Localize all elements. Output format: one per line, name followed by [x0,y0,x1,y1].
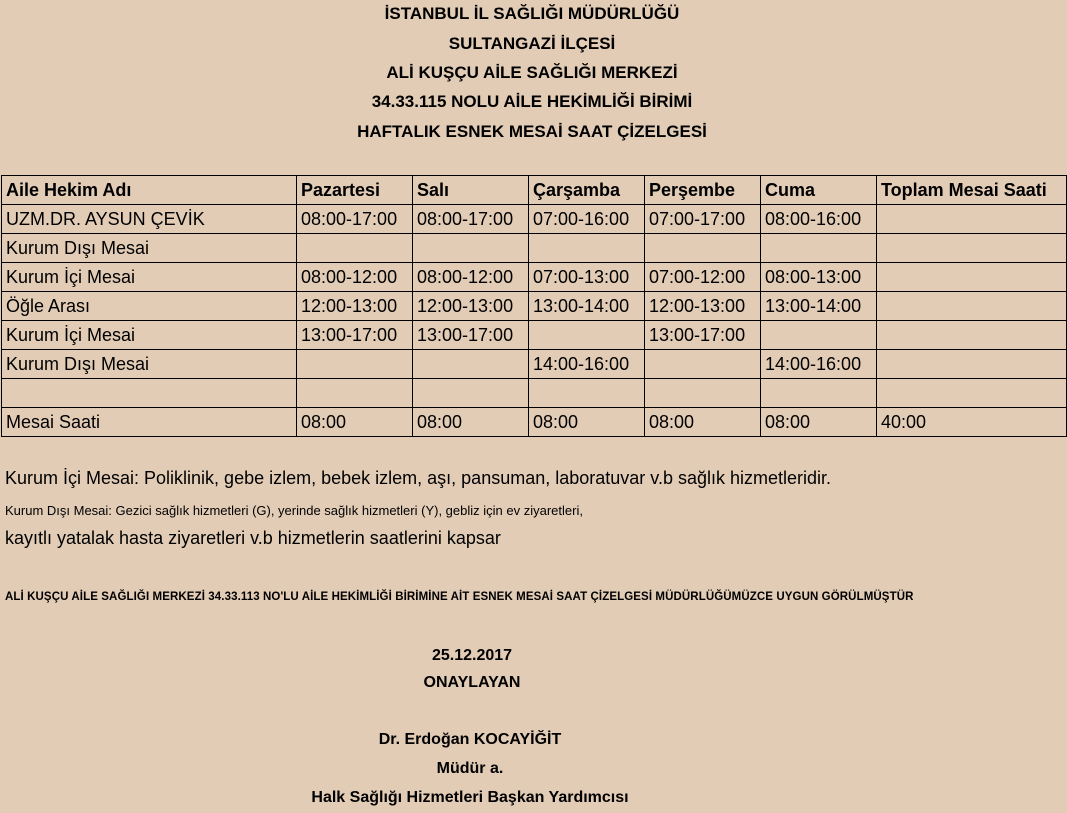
table-row [2,321,1067,350]
table-cell: 08:00-17:00 [297,205,413,234]
column-header: Aile Hekim Adı [2,176,297,205]
table-cell: 13:00-17:00 [297,321,413,350]
table-cell: Öğle Arası [2,292,297,321]
table-cell [645,350,761,379]
table-cell: 07:00-16:00 [529,205,645,234]
table-cell: 08:00-17:00 [413,205,529,234]
table-cell: 13:00-17:00 [413,321,529,350]
table-cell: 07:00-12:00 [645,263,761,292]
table-cell [297,234,413,263]
note-external-duty: Kurum Dışı Mesai: Gezici sağlık hizmetleri (G), yerinde sağlık hizmetleri (Y), gebliz için ev ziyaretleri, [5,503,583,518]
table-cell [877,379,1067,408]
table-cell [413,234,529,263]
table-cell: 13:00-14:00 [529,292,645,321]
table-cell: 12:00-13:00 [645,292,761,321]
table-cell [877,321,1067,350]
table-cell: 07:00-17:00 [645,205,761,234]
table-row [2,205,1067,234]
table-cell [877,263,1067,292]
header-unit: 34.33.115 NOLU AİLE HEKİMLİĞİ BİRİMİ [371,92,693,111]
table-header-row [2,176,1067,205]
column-header: Çarşamba [529,176,645,205]
table-cell [413,379,529,408]
table-cell [877,350,1067,379]
approver-label: ONAYLAYAN [423,674,521,691]
table-cell [761,379,877,408]
table-cell: 08:00-16:00 [761,205,877,234]
table-cell [645,379,761,408]
table-cell: 08:00 [297,408,413,437]
table-cell [297,350,413,379]
table-cell [761,234,877,263]
table-cell: 08:00-12:00 [413,263,529,292]
table-row [2,379,1067,408]
table-cell: 14:00-16:00 [529,350,645,379]
table-cell [413,350,529,379]
table-cell: Kurum Dışı Mesai [2,234,297,263]
table-cell: 14:00-16:00 [761,350,877,379]
column-header: Salı [413,176,529,205]
page-title: HAFTALIK ESNEK MESAİ SAAT ÇİZELGESİ [357,122,707,141]
table-cell [529,379,645,408]
table-cell: 07:00-13:00 [529,263,645,292]
table-cell [529,234,645,263]
approval-statement: ALİ KUŞÇU AİLE SAĞLIĞI MERKEZİ 34.33.113 NO'LU AİLE HEKİMLİĞİ BİRİMİNE AİT ESNEK MESAİ SAAT ÇİZELGESİ MÜDÜRLÜĞÜMÜZCE UYGUN GÖRÜLMÜŞTÜR [5,591,914,603]
table-cell [877,234,1067,263]
approver-role: Müdür a. [436,760,504,777]
note-external-duty-continued: kayıtlı yatalak hasta ziyaretleri v.b hizmetlerin saatlerini kapsar [5,528,501,548]
column-header: Toplam Mesai Saati [877,176,1067,205]
table-cell: 08:00-12:00 [297,263,413,292]
table-row-total [2,408,1067,437]
table-cell: 08:00 [413,408,529,437]
table-cell: Mesai Saati [2,408,297,437]
table-cell: 08:00-13:00 [761,263,877,292]
table-row [2,350,1067,379]
header-directorate: İSTANBUL İL SAĞLIĞI MÜDÜRLÜĞÜ [384,4,680,23]
approver-name: Dr. Erdoğan KOCAYİĞİT [378,731,562,748]
table-cell: 13:00-14:00 [761,292,877,321]
table-cell: UZM.DR. AYSUN ÇEVİK [2,205,297,234]
header-district: SULTANGAZİ İLÇESİ [448,34,616,53]
approval-date: 25.12.2017 [431,647,513,664]
column-header: Pazartesi [297,176,413,205]
header-center: ALİ KUŞÇU AİLE SAĞLIĞI MERKEZİ [386,63,678,82]
table-cell: Kurum İçi Mesai [2,321,297,350]
table-cell: 08:00 [761,408,877,437]
table-cell: Kurum İçi Mesai [2,263,297,292]
table-cell: 12:00-13:00 [297,292,413,321]
table-cell [529,321,645,350]
table-cell [645,234,761,263]
table-row [2,263,1067,292]
table-cell: 12:00-13:00 [413,292,529,321]
table-cell [877,205,1067,234]
column-header: Cuma [761,176,877,205]
table-cell: 08:00 [645,408,761,437]
table-cell [761,321,877,350]
table-cell [297,379,413,408]
table-cell [2,379,297,408]
table-cell: Kurum Dışı Mesai [2,350,297,379]
column-header: Perşembe [645,176,761,205]
table-cell: 13:00-17:00 [645,321,761,350]
table-cell [877,292,1067,321]
approver-title: Halk Sağlığı Hizmetleri Başkan Yardımcısı [311,789,629,806]
schedule-table [1,175,1067,437]
table-row [2,292,1067,321]
table-cell: 08:00 [529,408,645,437]
table-cell: 40:00 [877,408,1067,437]
note-internal-duty: Kurum İçi Mesai: Poliklinik, gebe izlem, bebek izlem, aşı, pansuman, laboratuvar v.b sağlık hizmetleridir. [5,468,832,488]
table-row [2,234,1067,263]
